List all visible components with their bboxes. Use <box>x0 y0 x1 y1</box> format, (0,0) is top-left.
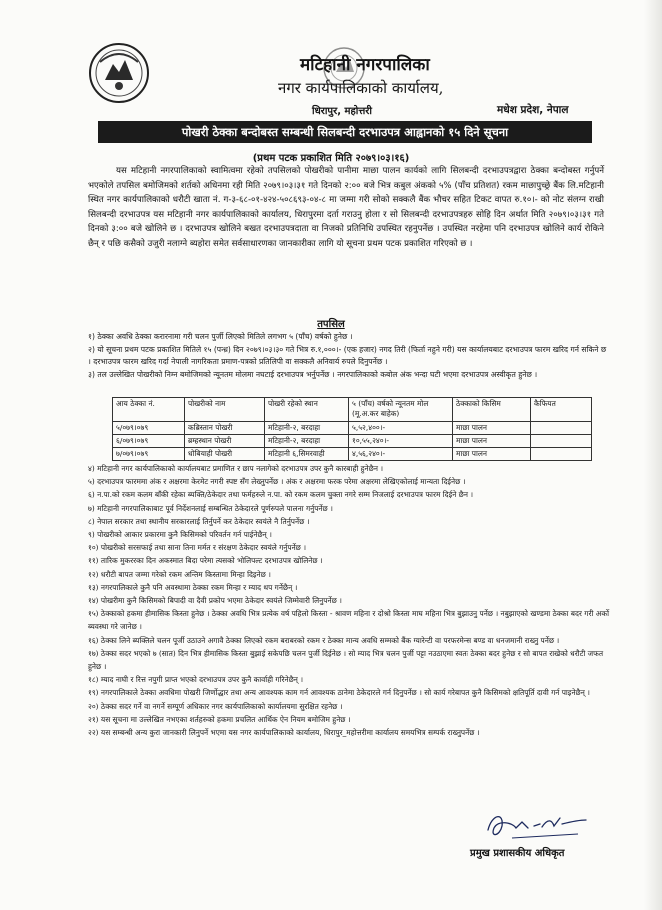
condition-item: ७) मटिहानी नगरपालिकाबाट पूर्व निर्देशनलाई सम्बन्धित ठेकेदारले पूर्णरुपले पालना गर्नुपर्नेछ । <box>88 503 333 513</box>
condition-item: १४) पोखरीमा कुनै किसिमको बिपादी वा दैवी प्रकोप भएमा ठेकेदार स्वयंले जिम्मेवारी लिनुपर्नेछ । <box>88 596 342 606</box>
table-cell <box>531 435 592 448</box>
table-cell: ५,५२,४००।- <box>349 422 453 435</box>
table-cell: माछा पालन <box>453 448 531 461</box>
conditions-list-part-1 <box>88 331 608 382</box>
page-edge-shadow <box>644 0 662 910</box>
condition-item: १) ठेक्का अवधि ठेक्का करारनामा गरी चलन पुर्जी लिएको मितिले लगभग ५ (पाँच) वर्षको हुनेछ । <box>88 332 353 341</box>
table-cell: माछा पालन <box>453 422 531 435</box>
condition-item: १७) ठेक्का सदर भएको ७ (सात) दिन भित्र हीमासिक किस्ता बुझाई सकेपछि चलन पुर्जी दिईनेछ । सो म्याद भित्र चलन पुर्जी पट्टा नउठाएमा स्वतः ठेक्का बदर हुनेछ र सो बापत राखेको धरौटी जफत हुनेछ । <box>88 648 604 672</box>
condition-item: ५) दरभाउपत्र फारममा अंक र अक्षरमा केरमेट नगरी स्पष्ट सँग लेख्नुपर्नेछ । अंक र अक्षरमा फरक परेमा अक्षरमा लेखिएकोलाई मान्यता दिईनेछ । <box>88 477 466 487</box>
province-name: मधेश प्रदेश, नेपाल <box>497 104 569 116</box>
office-name: नगर कार्यपालिकाको कार्यालय, <box>278 79 444 97</box>
signatory-title: प्रमुख प्रशासकीय अधिकृत <box>470 848 565 859</box>
municipality-name: मटिहानी नगरपालिका <box>300 55 430 75</box>
table-cell: मटिहानी-२, बरदाहा <box>265 435 349 448</box>
table-header-row <box>113 398 592 422</box>
condition-item: १८) म्याद नाघी र रित्त नपुगी प्राप्त भएको दरभाउपत्र उपर कुनै कार्वाही गरिनेछैन् । <box>88 675 304 685</box>
table-cell: ६/०७९।०७९ <box>113 435 185 448</box>
condition-item: २१) यस सूचना मा उल्लेखित नभएका शर्तहरुको हकमा प्रचलित आर्थिक ऐन नियम बमोजिम हुनेछ । <box>88 714 351 724</box>
table-cell: ७/०७९।०७९ <box>113 448 185 461</box>
condition-item: १०) पोखरीको सरसफाई तथा साना तिना मर्मत र संरक्षण ठेकेदार स्वयंले गर्नुपर्नेछ । <box>88 543 307 553</box>
table-cell: धोबियाही पोखरी <box>185 448 265 461</box>
notice-title-banner: पोखरी ठेक्का बन्दोबस्त सम्बन्धी सिलबन्दी दरभाउपत्र आह्वानको १५ दिने सूचना <box>98 121 592 143</box>
condition-item: २) यो सूचना प्रथम पटक प्रकाशित मितिले १५ (पन्ध्र) दिन २०७९।०३।३० गते भित्र रु.१,०००।- (एक हजार) नगद तिरी (फिर्ता नहुने गरी) यस कार्यालयबाट दरभाउपत्र फारम खरिद गर्न सकिने छ । दरभाउपत्र फारम खरिद गर्दा नेपाली नागरिकता प्रमाण-पत्रको प्रतिलिपी वा सक्कलै अनिवार्य रुपले दिनुपर्नेछ । <box>88 345 607 366</box>
condition-item: ६) न.पा.को रकम कलम बाँकी रहेका ब्यक्ति/ठेकेदार तथा फर्महरुले न.पा. को रकम कलम चुक्ता नगरे सम्म निजलाई दरभाउपत्र फारम दिईने छैन । <box>88 490 474 500</box>
condition-item: ४) मटिहानी नगर कार्यपालिकाको कार्यालयबाट प्रमाणित र छाप नलागेको दरभाउपत्र उपर कुनै कारबाही हुनेछैन । <box>88 464 384 473</box>
condition-item: १५) ठेक्काको हकमा हीमासिक किस्ता हुनेछ । ठेक्का अवधि भित्र प्रत्येक वर्ष पहिलो किस्ता - श्रावण महिना र दोश्रो किस्ता माघ महिना भित्र बुझाउनु पर्नेछ । नबुझाएको खण्डमा ठेक्का बदर गरी अर्को ब्यवस्था गरे जानेछ । <box>88 609 609 632</box>
table-cell <box>531 448 592 461</box>
notice-subtitle: (प्रथम पटक प्रकाशित मिति २०७९।०३।१६) <box>252 153 410 164</box>
column-header: कैफियत <box>531 398 592 422</box>
column-header: पोखरी रहेको स्थान <box>265 398 349 422</box>
table-cell <box>531 422 592 435</box>
condition-item: ९) पोखरीको आकार प्रकारमा कुनै किसिमको परिवर्तन गर्न पाईनेछैन् । <box>88 530 272 540</box>
column-header: पोखरीको नाम <box>185 398 265 422</box>
condition-item: ३) तल उल्लेखित पोखरीको निम्न बमोजिमको न्यूनतम मोलमा नघटाई दरभाउपत्र भर्नुपर्नेछ । नगरपालिकाको कबोल अंक भन्दा घटी भएमा दरभाउपत्र अस्वीकृत हुनेछ । <box>88 370 538 379</box>
table-cell: ब्रम्हस्थान पोखरी <box>185 435 265 448</box>
table-cell: मटिहानी-२, बरदाहा <box>265 422 349 435</box>
column-header: ठेक्काको किसिम <box>453 398 531 422</box>
table-row <box>113 422 592 435</box>
office-address: धिरापुर, महोत्तरी <box>312 106 372 117</box>
table-cell: १०,५५,२४०।- <box>349 435 453 448</box>
nepal-emblem-logo <box>88 42 150 104</box>
details-heading: तपसिल <box>317 319 345 330</box>
column-header: ५ (पाँच) वर्षको न्यूनतम मोल (मू.अ.कर बाहेक) <box>349 398 453 422</box>
table-row <box>113 435 592 448</box>
pond-lots-table <box>112 397 592 461</box>
condition-item: १६) ठेक्का लिने ब्यक्तिले चलन पूर्जी उठाउने अगावै ठेक्का लिएको रकम बराबरको रकम र ठेक्का मान्य अवधि सम्मको बैंक ग्यारेन्टी वा परफरमेन्स बण्ड वा धनजमानी राख्नु पर्नेछ । <box>88 635 560 645</box>
handwritten-signature <box>482 808 592 844</box>
column-header: आय ठेक्का नं. <box>113 398 185 422</box>
table-cell: माछा पालन <box>453 435 531 448</box>
condition-item: २०) ठेक्का सदर गर्ने वा नगर्ने सम्पूर्ण अधिकार नगर कार्यपालिकाको कार्यालयमा सुरक्षित रहनेछ । <box>88 701 343 711</box>
table-cell: कब्रिस्तान पोखरी <box>185 422 265 435</box>
table-row <box>113 448 592 461</box>
condition-item: ८) नेपाल सरकार तथा स्थानीय सरकारलाई तिर्नुपर्ने कर ठेकेदार स्वयंले नै तिर्नुपर्नेछ । <box>88 516 310 526</box>
table-cell: मटिहानी ६,सिमरवाही <box>265 448 349 461</box>
table-cell: ५/०७९।०७९ <box>113 422 185 435</box>
conditions-list-part-2 <box>88 462 616 739</box>
condition-item: १३) नगरपालिकाले कुनै पनि अवस्थामा ठेक्का रकम मिन्हा र म्याद थप गर्नेछैन् । <box>88 582 298 592</box>
notice-intro <box>88 164 604 252</box>
condition-item: २२) यस सम्बन्धी अन्य कुरा जानकारी लिनुपर्ने भएमा यस नगर कार्यपालिकाको कार्यालय, धिरापुर_महोत्तरीमा कार्यालय समयभित्र सम्पर्क राख्नुपर्नेछ । <box>88 728 480 738</box>
condition-item: ११) तारिक मुकररका दिन अकस्मात बिदा परेमा त्यसको भोलिपल्ट दरभाउपत्र खोलिनेछ । <box>88 556 323 566</box>
table-cell: ४,५६,२४०।- <box>349 448 453 461</box>
condition-item: १९) नगरपालिकाले ठेक्का अवधिमा पोखरी जिर्णोद्धार तथा अन्य आवश्यक काम गर्न आवश्यक ठानेमा ठेकेदारले गर्न दिनुपर्नेछ । सो कार्य गरेबापत कुनै किसिमको क्षतिपूर्ति दावी गर्न पाइनेछैन् । <box>88 688 590 698</box>
condition-item: १२) धरौटी बापत जम्मा गरेको रकम अन्तिम किस्तामा मिन्हा दिइनेछ । <box>88 569 271 579</box>
intro-paragraph: यस मटिहानी नगरपालिकाको स्वामित्वमा रहेको तपसिलको पोखरीको पानीमा माछा पालन कार्यको लागि सिलबन्दी दरभाउपत्रद्वारा ठेक्का बन्दोबस्त गर्नुपर्ने भएकोले तपसिल बमोजिमको शर्तको अधिनमा रही मिति २०७९।०३।३१ गते दिनको २:०० बजे भित्र कबुल अंकको ५% (पाँच प्रतिशत) रकम माछापुच्छ्रे बैंक लि.मटिहानी स्थित नगर कार्यपालिकाको धरौटी खाता नं. ग-३-६८-०१-४२४-५०८६९३-०४-८ मा जम्मा गरी सोको सक्कलै बैंक भौचर सहित टिकट वापत रु.१०।- को नोट संलग्न राखी सिलबन्दी दरभाउपत्र यस मटिहानी नगर कार्यपालिकाको कार्यालय, धिरापुरमा दर्ता गराउनु होला र सो सिलबन्दी दरभाउपत्रहरु सोहि दिन अर्थात मिति २०७९।०३।३१ गते दिनको ३:०० बजे खोलिने छ । दरभाउपत्र खोलिने बखत दरभाउपत्रदाता वा निजको प्रतिनिधि उपस्थित रहनुपर्नेछ । उपस्थित नरहेमा पनि दरभाउपत्र खोलिने कार्य रोकिने छैन् र पछि कसैको उजुरी नलाग्ने ब्यहोरा समेत सर्वसाधारणका जानकारीका लागि यो सूचना प्रथम पटक प्रकाशित गरिएको छ । <box>88 166 604 249</box>
